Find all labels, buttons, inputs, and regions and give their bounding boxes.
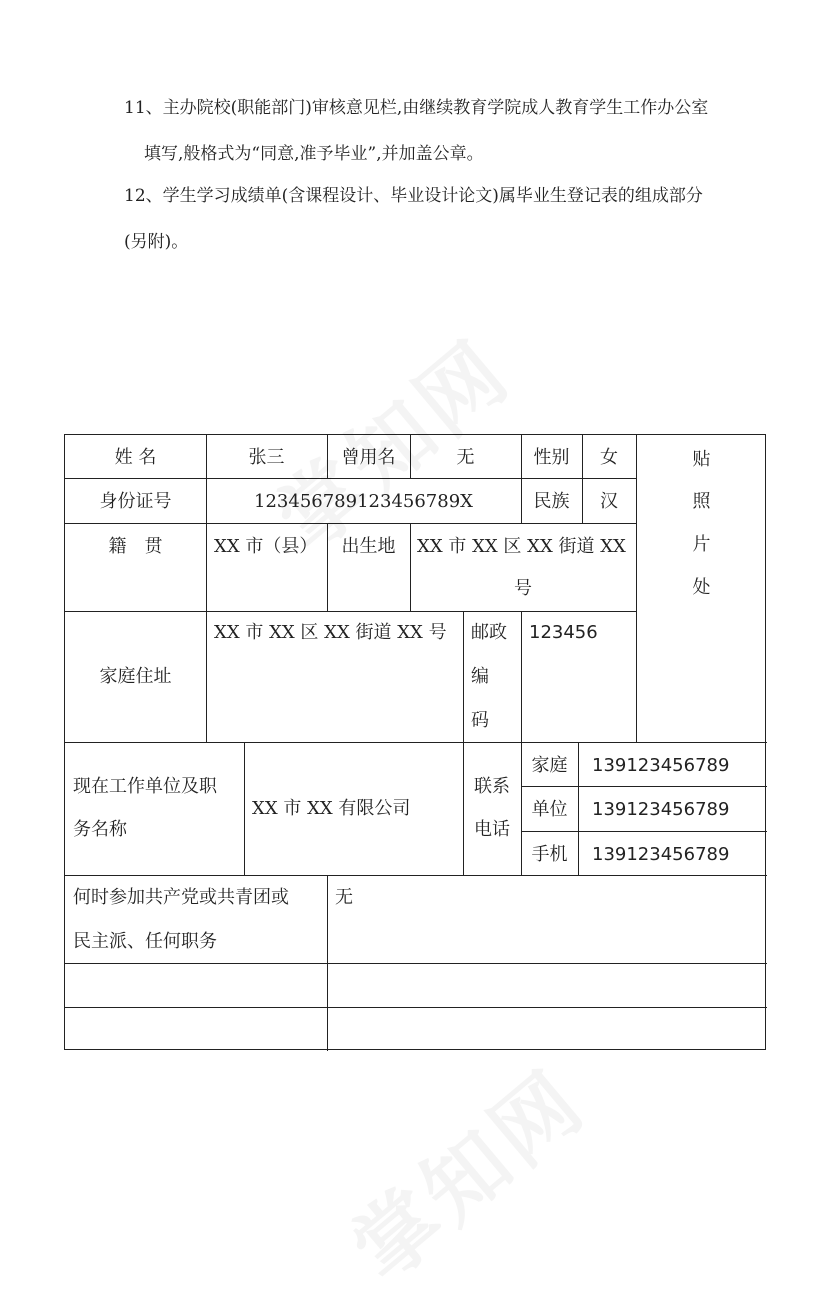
former-name-label: 曾用名 xyxy=(341,447,396,468)
contact-phone-label: 联系 xyxy=(474,776,510,797)
table-rule xyxy=(65,875,767,876)
table-rule xyxy=(65,742,767,743)
photo-area-label: 贴 xyxy=(692,449,711,470)
ethnicity-label: 民族 xyxy=(533,491,570,512)
empty-cell xyxy=(65,1007,327,1051)
birthplace-label: 出生地 xyxy=(341,536,396,557)
phone-mobile-label: 手机 xyxy=(531,844,568,865)
former-name-value: 无 xyxy=(456,447,475,468)
birthplace-value: 号 xyxy=(514,578,532,599)
table-rule xyxy=(244,742,245,875)
id-number-label: 身份证号 xyxy=(99,491,172,512)
table-rule xyxy=(521,831,767,832)
gender-value: 女 xyxy=(600,447,618,468)
empty-cell xyxy=(327,1007,767,1051)
photo-area-label: 照 xyxy=(692,491,711,512)
postal-code-label: 码 xyxy=(471,710,489,731)
contact-phone-label: 电话 xyxy=(474,819,510,840)
work-unit-label: 务名称 xyxy=(73,819,127,840)
note-item-11-line-1: 11、主办院校(职能部门)审核意见栏,由继续教育学院成人教育学生工作办公室 xyxy=(124,98,709,118)
party-membership-value: 无 xyxy=(335,887,353,908)
phone-mobile-value: 139123456789 xyxy=(592,844,730,865)
table-rule xyxy=(65,523,637,524)
table-rule xyxy=(65,478,637,479)
postal-code-label: 编 xyxy=(471,666,489,687)
photo-area-label: 片 xyxy=(692,534,711,555)
table-rule xyxy=(521,786,767,787)
watermark xyxy=(323,1037,608,1303)
table-rule xyxy=(206,435,207,742)
photo-area-label: 处 xyxy=(692,577,711,598)
phone-work-value: 139123456789 xyxy=(592,799,730,820)
party-membership-label: 民主派、任何职务 xyxy=(73,931,217,952)
home-address-label: 家庭住址 xyxy=(99,666,172,687)
table-rule xyxy=(65,611,637,612)
gender-label: 性别 xyxy=(533,447,570,468)
home-address-value: XX 市 XX 区 XX 街道 XX 号 xyxy=(214,622,447,643)
note-item-11-line-2: 填写,般格式为“同意,准予毕业”,并加盖公章。 xyxy=(144,144,484,164)
birthplace-value: XX 市 XX 区 XX 街道 XX xyxy=(417,536,626,557)
phone-work-label: 单位 xyxy=(531,799,568,820)
table-rule xyxy=(578,742,579,875)
note-item-12-line-2: (另附)。 xyxy=(124,232,189,252)
postal-code-value: 123456 xyxy=(529,622,598,643)
empty-cell xyxy=(327,963,767,1007)
native-place-label: 籍 贯 xyxy=(108,536,163,557)
empty-cell xyxy=(65,963,327,1007)
name-label: 姓 名 xyxy=(114,447,157,468)
ethnicity-value: 汉 xyxy=(600,491,618,512)
party-membership-label: 何时参加共产党或共青团或 xyxy=(73,887,289,908)
phone-home-value: 139123456789 xyxy=(592,755,730,776)
table-rule xyxy=(463,611,464,742)
table-rule xyxy=(521,611,522,742)
table-rule xyxy=(463,742,464,875)
native-place-value: XX 市（县） xyxy=(214,536,318,557)
work-unit-label: 现在工作单位及职 xyxy=(73,776,217,797)
postal-code-label: 邮政 xyxy=(471,622,507,643)
id-number-value: 123456789123456789X xyxy=(254,491,473,512)
phone-home-label: 家庭 xyxy=(531,755,568,776)
note-item-12-line-1: 12、学生学习成绩单(含课程设计、毕业设计论文)属毕业生登记表的组成部分 xyxy=(124,186,703,206)
registration-form-table xyxy=(64,434,766,1050)
name-value: 张三 xyxy=(248,447,285,468)
work-unit-value: XX 市 XX 有限公司 xyxy=(252,798,411,819)
